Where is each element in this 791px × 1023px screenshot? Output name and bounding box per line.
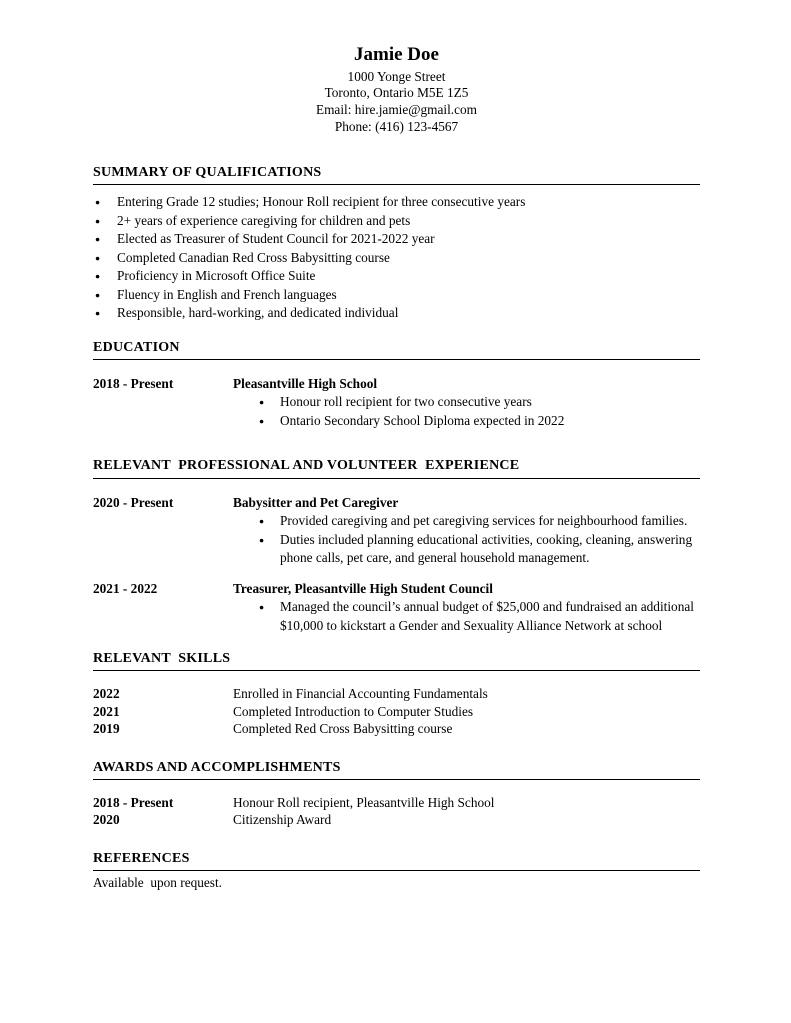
skill-year: 2019 (93, 721, 120, 737)
award-text: Citizenship Award (233, 812, 332, 828)
entry-bullet-list (233, 393, 700, 430)
section-education (93, 340, 700, 431)
summary-bullet: ● Completed Canadian Red Cross Babysitting course (93, 249, 700, 268)
address-street: 1000 Yonge Street (347, 68, 446, 84)
experience-entry (93, 494, 700, 568)
summary-bullet: ● Responsible, hard-working, and dedicated individual (93, 304, 700, 323)
section-title-experience: RELEVANT PROFESSIONAL AND VOLUNTEER EXPERIENCE (93, 458, 700, 478)
section-awards (93, 760, 700, 829)
entry-bullet: ● Duties included planning educational activities, cooking, cleaning, answering phone calls, pet care, and general household management. (233, 531, 700, 568)
resume-header (93, 44, 700, 135)
skills-list (93, 685, 700, 738)
section-title-references: REFERENCES (93, 851, 700, 871)
skill-year: 2022 (93, 686, 120, 702)
award-row (93, 811, 700, 829)
skill-text: Completed Red Cross Babysitting course (233, 721, 453, 737)
entry-date: 2020 - Present (93, 494, 174, 510)
section-skills (93, 651, 700, 738)
skill-text: Enrolled in Financial Accounting Fundamentals (233, 686, 488, 702)
contact-email: Email: hire.jamie@gmail.com (315, 102, 478, 118)
entry-bullet: ● Managed the council’s annual budget of $25,000 and fundraised an additional $10,000 to kickstart a Gender and Sexuality Alliance Network at school (233, 598, 700, 635)
entry-date: 2018 - Present (93, 375, 174, 391)
summary-bullet: ● Fluency in English and French languages (93, 286, 700, 305)
experience-entry (93, 580, 700, 636)
award-year: 2020 (93, 812, 120, 828)
experience-entries (93, 494, 700, 636)
section-title-skills: RELEVANT SKILLS (93, 651, 700, 671)
entry-date: 2021 - 2022 (93, 580, 158, 596)
entry-body (233, 375, 700, 431)
section-experience (93, 458, 700, 635)
entry-body (233, 494, 700, 568)
education-entry (93, 375, 700, 431)
address-city: Toronto, Ontario M5E 1Z5 (324, 85, 469, 101)
candidate-name: Jamie Doe (354, 44, 439, 65)
award-row (93, 794, 700, 812)
skill-row (93, 703, 700, 721)
entry-role: Pleasantville High School (233, 375, 378, 391)
summary-bullet: ● Elected as Treasurer of Student Council for 2021-2022 year (93, 230, 700, 249)
entry-role: Babysitter and Pet Caregiver (233, 494, 399, 510)
references-text: Available upon request. (93, 874, 222, 890)
entry-bullet-list (233, 598, 700, 635)
entry-bullet: ● Ontario Secondary School Diploma expected in 2022 (233, 412, 700, 431)
skill-row (93, 685, 700, 703)
education-entries (93, 375, 700, 431)
summary-bullet: ● 2+ years of experience caregiving for children and pets (93, 212, 700, 231)
skill-year: 2021 (93, 703, 120, 719)
entry-body (233, 580, 700, 636)
summary-bullet: ● Proficiency in Microsoft Office Suite (93, 267, 700, 286)
award-year: 2018 - Present (93, 794, 174, 810)
awards-list (93, 794, 700, 829)
summary-bullet: ● Entering Grade 12 studies; Honour Roll recipient for three consecutive years (93, 193, 700, 212)
summary-bullet-list (93, 193, 700, 323)
section-summary (93, 165, 700, 323)
section-title-awards: AWARDS AND ACCOMPLISHMENTS (93, 760, 700, 780)
entry-bullet: ● Honour roll recipient for two consecutive years (233, 393, 700, 412)
entry-bullet-list (233, 512, 700, 568)
section-title-education: EDUCATION (93, 340, 700, 360)
contact-phone: Phone: (416) 123-4567 (334, 118, 459, 134)
entry-role: Treasurer, Pleasantville High Student Council (233, 580, 493, 596)
skill-text: Completed Introduction to Computer Studies (233, 703, 474, 719)
skill-row (93, 720, 700, 738)
section-title-summary: SUMMARY OF QUALIFICATIONS (93, 165, 700, 185)
section-references (93, 851, 700, 893)
entry-bullet: ● Provided caregiving and pet caregiving services for neighbourhood families. (233, 512, 700, 531)
award-text: Honour Roll recipient, Pleasantville High School (233, 794, 495, 810)
